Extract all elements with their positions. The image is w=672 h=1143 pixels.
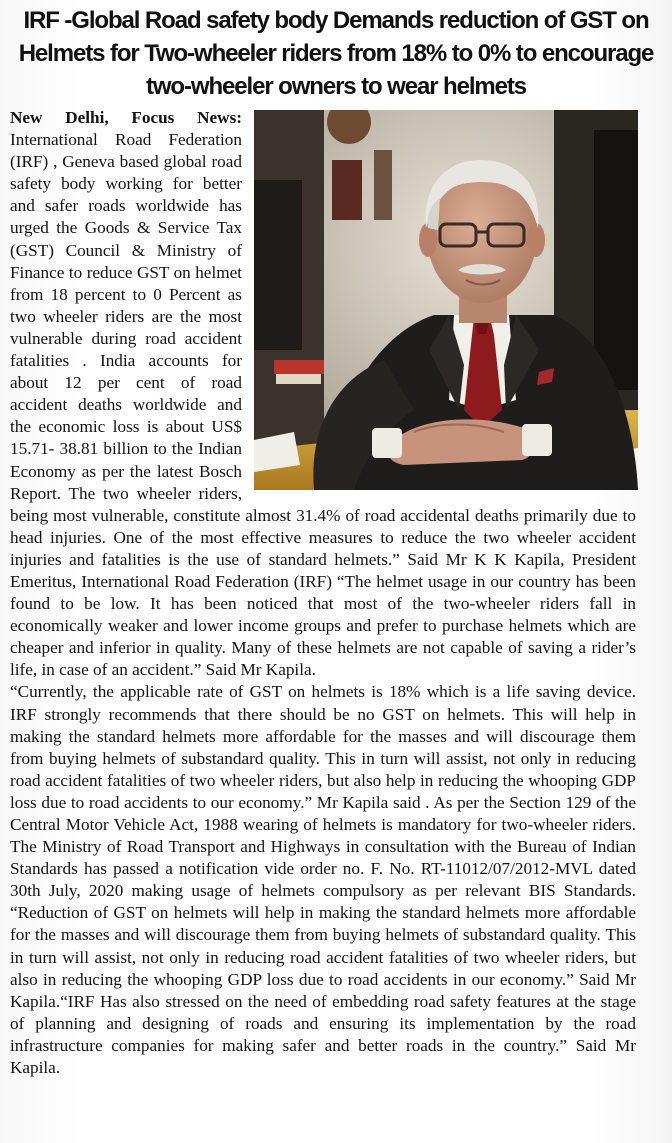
dateline: New Delhi, Focus News: — [10, 108, 242, 127]
headline: IRF -Global Road safety body Demands reduction of GST on Helmets for Two-wheeler riders from 18% to 0% to encourage two-wheeler owners to wear helmets — [18, 7, 654, 100]
article-paragraph — [10, 681, 636, 1079]
paragraph-2-text: “Currently, the applicable rate of GST on helmets is 18% which is a life saving device. IRF strongly recommends that there should be no GST on helmets. This will help in making the standard helmets more affordable for the masses and will discourage them from buying helmets of substandard quality. This in turn will assist, not only in reducing road accident fatalities of two wheeler riders, but also help in reducing the whooping GDP loss due to road accidents to our economy.” Mr Kapila said . As per the Section 129 of the Central Motor Vehicle Act, 1988 wearing of helmets is mandatory for two-wheeler riders. The Ministry of Road Transport and Highways in consultation with the Bureau of Indian Standards has passed a notification vide order no. F. No. RT-11012/07/2012-MVL dated 30th July, 2020 making usage of helmets compulsory as per relevant BIS Standards. “Reduction of GST on helmets will help in making the standard helmets more affordable for the masses and will discourage them from buying helmets of substandard quality. This in turn will assist, not only in reducing road accident fatalities of two wheeler riders, but also in reducing the whooping GDP loss due to road accidents in our economy.” Said Mr Kapila.“IRF Has also stressed on the need of embedding road safety features at the stage of planning and designing of roads and ensuring its implementation by the road infrastructure companies for making safer and better roads in the country.” Said Mr Kapila. — [10, 682, 636, 1078]
man-in-suit-illustration — [254, 110, 638, 490]
paragraph-1-text: International Road Federation (IRF) , Geneva based global road safety body working for better and safer roads worldwide has urged the Goods & Service Tax (GST) Council & Ministry of Finance to reduce GST on helmet from 18 percent to 0 Percent as two wheeler riders are the most vulnerable during road accident fatalities . India accounts for about 12 per cent of road accident deaths worldwide and the economic loss is about US$ 15.71- 38.81 billion to the Indian Economy as per the latest Bosch Report. The two wheeler riders, being most vulnerable, constitute almost 31.4% of road accidental deaths primarily due to head injuries. One of the most effective measures to reduce the two wheeler accident injuries and fatalities is the use of standard helmets.” Said Mr K K Kapila, President Emeritus, International Road Federation (IRF) “The helmet usage in our country has been found to be low. It has been noticed that most of the two-wheeler riders fall in economically weaker and lower income groups and prefer to purchase helmets which are cheaper and inferior in quality. Many of these helmets are not capable of saving a rider’s life, in case of an accident.” Said Mr Kapila. — [10, 130, 636, 680]
article-body — [0, 103, 672, 1079]
portrait-photo — [254, 110, 638, 490]
